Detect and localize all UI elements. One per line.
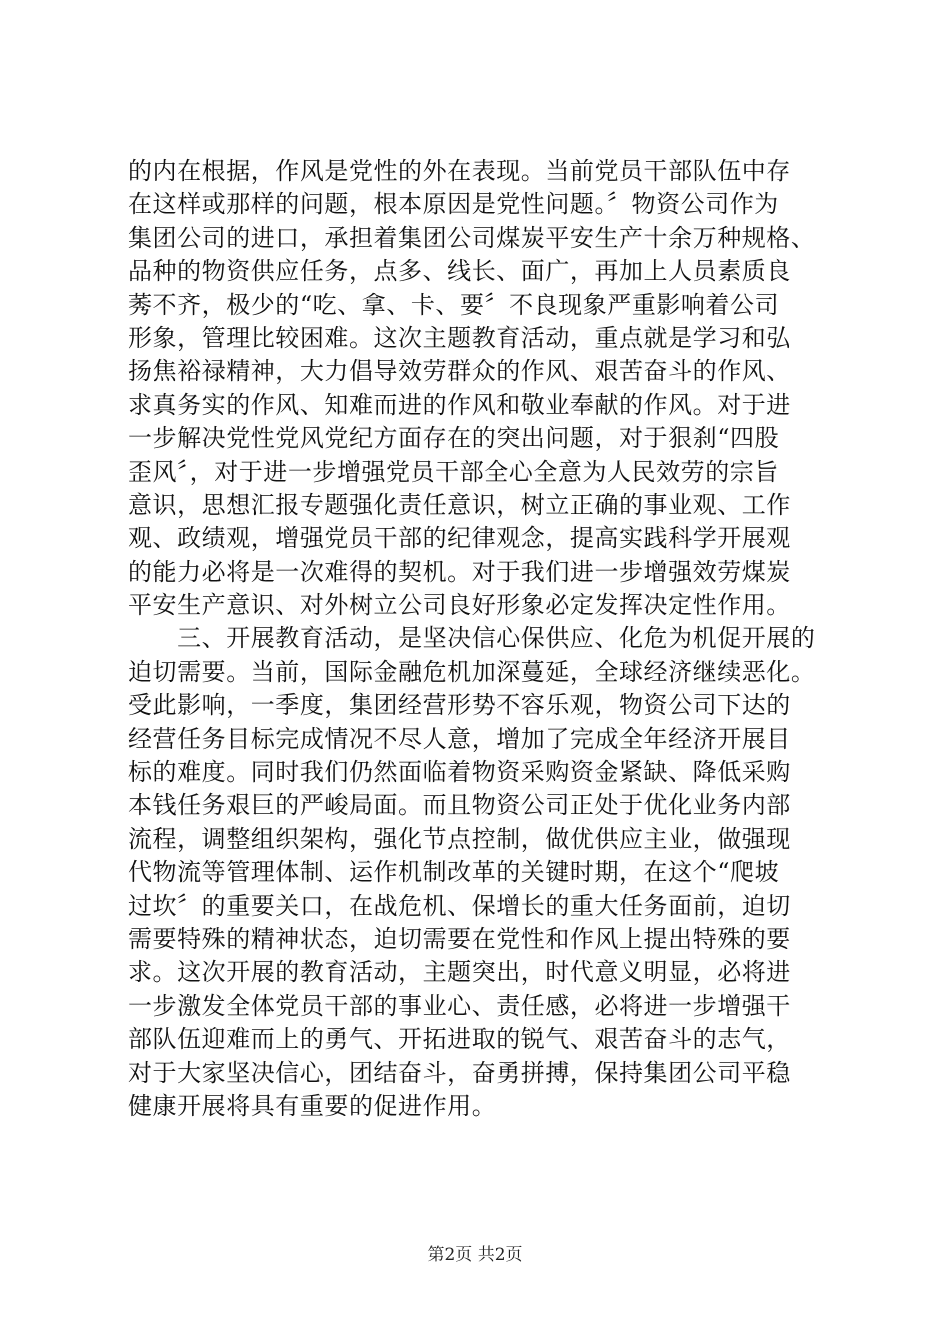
- text-line: 部队伍迎难而上的勇气、开拓进取的锐气、艰苦奋斗的志气，: [128, 1025, 791, 1054]
- text-line: 形象，管理比较困难。这次主题教育活动，重点就是学习和弘: [128, 323, 791, 352]
- text-line: 本钱任务艰巨的严峻局面。而且物资公司正处于优化业务内部: [128, 791, 791, 820]
- page-number-label: 第2页 共2页: [427, 1245, 523, 1265]
- text-line: 迫切需要。当前，国际金融危机加深蔓延，全球经济继续恶化。: [128, 657, 816, 686]
- text-line: 观、政绩观，增强党员干部的纪律观念，提高实践科学开展观: [128, 524, 791, 553]
- text-line: 需要特殊的精神状态，迫切需要在党性和作风上提出特殊的要: [128, 924, 791, 953]
- text-line: 健康开展将具有重要的促进作用。: [128, 1091, 497, 1120]
- text-line: 代物流等管理体制、运作机制改革的关键时期，在这个“爬坡: [128, 858, 780, 887]
- text-line: 过坎〞的重要关口，在战危机、保增长的重大任务面前，迫切: [128, 891, 791, 920]
- text-line: 流程，调整组织架构，强化节点控制，做优供应主业，做强现: [128, 824, 791, 853]
- text-line: 在这样或那样的问题，根本原因是党性问题。〞物资公司作为: [128, 190, 779, 219]
- body-text: [128, 155, 848, 1123]
- text-line: 对于大家坚决信心，团结奋斗，奋勇拼搏，保持集团公司平稳: [128, 1058, 791, 1087]
- text-line: 意识，思想汇报专题强化责任意识，树立正确的事业观、工作: [128, 490, 791, 519]
- text-line: 受此影响，一季度，集团经营形势不容乐观，物资公司下达的: [128, 691, 791, 720]
- text-line: 求。这次开展的教育活动，主题突出，时代意义明显，必将进: [128, 958, 791, 987]
- text-line: 标的难度。同时我们仍然面临着物资采购资金紧缺、降低采购: [128, 758, 791, 787]
- text-line: 歪风〞，对于进一步增强党员干部全心全意为人民效劳的宗旨: [128, 457, 779, 486]
- text-line: 品种的物资供应任务，点多、线长、面广，再加上人员素质良: [128, 257, 791, 286]
- text-line: 一步解决党性党风党纪方面存在的突出问题，对于狠刹“四股: [128, 424, 780, 453]
- text-line: 的能力必将是一次难得的契机。对于我们进一步增强效劳煤炭: [128, 557, 791, 586]
- text-line: 经营任务目标完成情况不尽人意，增加了完成全年经济开展目: [128, 724, 791, 753]
- text-line: 莠不齐，极少的“吃、拿、卡、要〞不良现象严重影响着公司: [128, 290, 780, 319]
- page-footer: [0, 1244, 950, 1266]
- text-line: 扬焦裕禄精神，大力倡导效劳群众的作风、艰苦奋斗的作风、: [128, 357, 791, 386]
- text-line: 求真务实的作风、知难而进的作风和敬业奉献的作风。对于进: [128, 390, 791, 419]
- paragraph-start-line: 三、开展教育活动，是坚决信心保供应、化危为机促开展的: [128, 624, 816, 653]
- text-line: 集团公司的进口，承担着集团公司煤炭平安生产十余万种规格、: [128, 223, 816, 252]
- text-line: 一步激发全体党员干部的事业心、责任感，必将进一步增强干: [128, 991, 791, 1020]
- text-line: 平安生产意识、对外树立公司良好形象必定发挥决定性作用。: [128, 591, 791, 620]
- text-line: 的内在根据，作风是党性的外在表现。当前党员干部队伍中存: [128, 157, 791, 185]
